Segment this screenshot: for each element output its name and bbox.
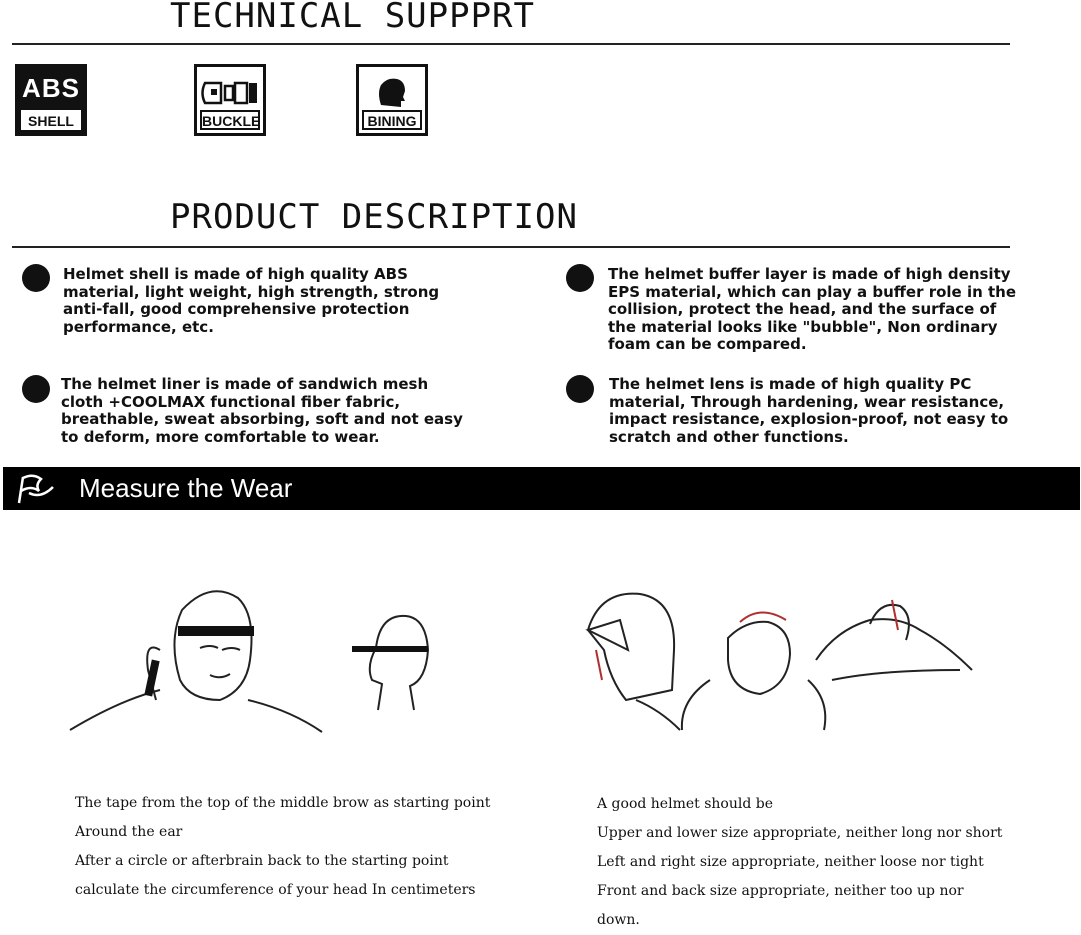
shell-description: Helmet shell is made of high quality ABS material, light weight, high strength, strong anti-fall, good comprehensive protection performance, etc. <box>63 265 440 336</box>
bullet-dot <box>22 375 50 403</box>
product-divider <box>12 246 1010 248</box>
badge-label: BINING <box>362 110 422 130</box>
guideline-line: Left and right size appropriate, neither loose nor tight <box>597 854 984 870</box>
measure-title: Measure the Wear <box>79 473 293 503</box>
measure-banner <box>3 467 1080 510</box>
buckle-badge <box>194 64 266 136</box>
technical-support-heading: TECHNICAL SUPPPRT <box>170 0 535 36</box>
measure-instructions <box>75 789 490 905</box>
lining-badge <box>356 64 428 136</box>
buffer-layer-description: The helmet buffer layer is made of high density EPS material, which can play a buffer role in the collision, protect the head, and the surface of the material looks like "bubble", Non ordinary foam can be compared. <box>608 265 1017 353</box>
product-description-heading: PRODUCT DESCRIPTION <box>170 197 578 237</box>
badge-label: BUCKLE <box>200 110 260 130</box>
liner-description: The helmet liner is made of sandwich mesh cloth +COOLMAX functional fiber fabric, breathable, sweat absorbing, soft and not easy to deform, more comfortable to wear. <box>61 375 463 446</box>
head-measuring-illustration <box>60 570 480 740</box>
abs-shell-badge <box>15 64 87 136</box>
guideline-line: down. <box>597 912 640 928</box>
guideline-line: Front and back size appropriate, neither too up nor <box>597 883 964 899</box>
badge-label: SHELL <box>21 110 81 130</box>
lens-description: The helmet lens is made of high quality PC material, Through hardening, wear resistance, impact resistance, explosion-proof, not easy to scratch and other functions. <box>609 375 1009 446</box>
guideline-line: A good helmet should be <box>597 796 773 812</box>
bullet-dot <box>566 264 594 292</box>
instruction-line: calculate the circumference of your head In centimeters <box>75 882 476 898</box>
technical-divider <box>12 43 1010 45</box>
abs-shell-icon: ABS <box>22 73 80 103</box>
flag-icon <box>15 473 59 505</box>
guideline-line: Upper and lower size appropriate, neither long nor short <box>597 825 1003 841</box>
instruction-line: Around the ear <box>75 824 183 840</box>
helmet-fitting-illustration <box>580 570 1000 740</box>
instruction-line: The tape from the top of the middle brow as starting point <box>75 795 491 811</box>
bullet-dot <box>22 264 50 292</box>
fit-guidelines <box>597 790 1002 935</box>
head-lining-icon <box>359 71 425 111</box>
bullet-dot <box>566 375 594 403</box>
buckle-icon <box>197 73 263 109</box>
instruction-line: After a circle or afterbrain back to the starting point <box>75 853 449 869</box>
